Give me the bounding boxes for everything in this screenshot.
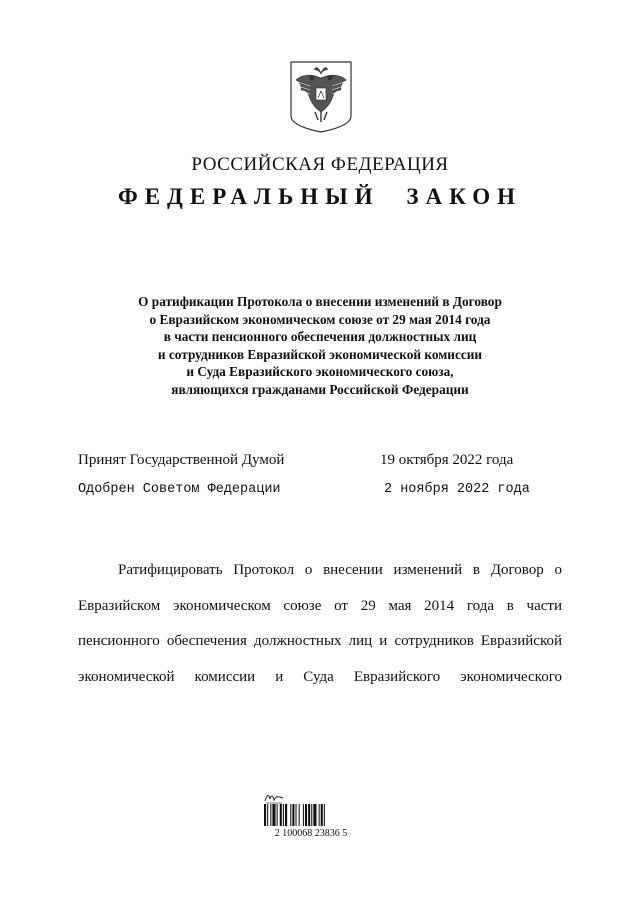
body-paragraph: Ратифицировать Протокол о внесении изменений в Договор о Евразийском экономическом союзе от 29 мая 2014 года в части пенсионного обеспечения должностных лиц и сотрудников Евразийской экономической комиссии и Суда Евразийского экономического — [78, 562, 562, 685]
adoption-date: 2 ноября 2022 года — [384, 482, 530, 497]
title-line: и сотрудников Евразийской экономической комиссии — [157, 346, 483, 362]
barcode-bar — [290, 804, 291, 826]
barcode-block — [256, 792, 366, 852]
adoption-date: 19 октября 2022 года — [380, 452, 514, 468]
adoption-row-council — [78, 482, 548, 502]
law-title — [60, 293, 580, 398]
barcode-bar — [324, 804, 325, 826]
barcode-bar — [308, 804, 310, 826]
document-type: ФЕДЕРАЛЬНЫЙ ЗАКОН — [117, 184, 523, 209]
signature-icon — [264, 792, 284, 804]
barcode-bar — [299, 804, 300, 826]
title-line: О ратификации Протокола о внесении изменений в Договор — [138, 294, 502, 309]
adoption-label: Одобрен Советом Федерации — [78, 482, 281, 497]
barcode — [264, 804, 356, 826]
title-line: являющихся гражданами Российской Федерации — [171, 381, 469, 397]
coat-of-arms-icon — [288, 60, 354, 134]
barcode-bar — [267, 804, 268, 826]
barcode-bar — [280, 804, 282, 826]
title-line: в части пенсионного обеспечения должностных лиц — [163, 329, 477, 344]
title-line: и Суда Евразийского экономического союза, — [186, 364, 454, 379]
barcode-bar — [277, 804, 278, 826]
barcode-bar — [305, 804, 307, 826]
barcode-bar — [264, 804, 266, 826]
barcode-bar — [319, 804, 320, 826]
title-line: о Евразийском экономическом союзе от 29 мая 2014 года — [149, 311, 491, 327]
barcode-bar — [272, 804, 275, 826]
barcode-bar — [292, 804, 294, 826]
barcode-bar — [303, 804, 304, 826]
barcode-bar — [313, 804, 316, 826]
barcode-number: 2 100068 23836 5 — [274, 828, 348, 839]
barcode-bar — [283, 804, 284, 826]
law-body — [78, 553, 562, 695]
barcode-bar — [285, 804, 287, 826]
country-name: РОССИЙСКАЯ ФЕДЕРАЦИЯ — [191, 154, 449, 175]
barcode-bar — [311, 804, 312, 826]
barcode-bar — [321, 804, 323, 826]
barcode-bar — [270, 804, 271, 826]
barcode-bar — [296, 804, 297, 826]
adoption-label: Принят Государственной Думой — [78, 452, 285, 468]
adoption-row-duma — [78, 452, 548, 472]
